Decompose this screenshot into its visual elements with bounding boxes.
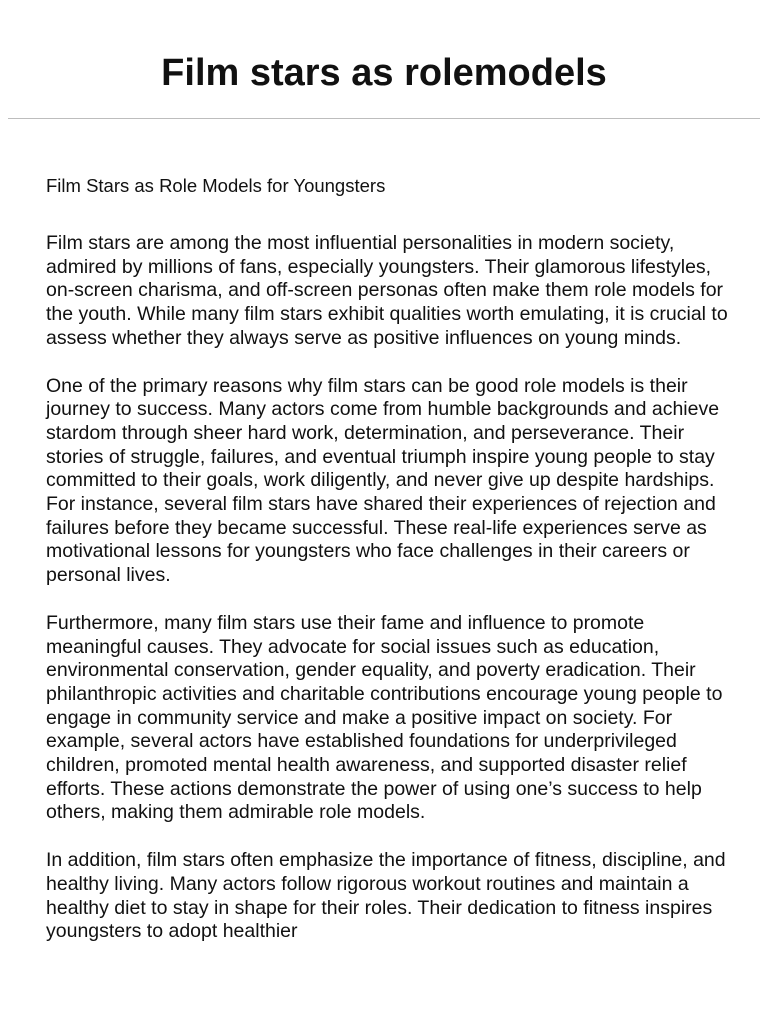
paragraph-1: Film stars are among the most influential personalities in modern society, admired by millions of fans, especially youngsters. Their glamorous lifestyles, on-screen charisma, and off-screen personas often make them role models for the youth. While many film stars exhibit qualities worth emulating, it is crucial to assess whether they always serve as positive influences on young minds. (46, 232, 728, 349)
paragraph-4: In addition, film stars often emphasize the importance of fitness, discipline, and healthy living. Many actors follow rigorous workout routines and maintain a healthy diet to stay in shape for their roles. Their dedication to fitness inspires youngsters to adopt healthier (46, 849, 726, 943)
document-title: Film stars as rolemodels (161, 52, 607, 94)
document-subtitle: Film Stars as Role Models for Youngsters (46, 175, 386, 196)
document-body (0, 174, 768, 944)
document-header (8, 0, 760, 119)
paragraph-3: Furthermore, many film stars use their fame and influence to promote meaningful causes. They advocate for social issues such as education, environmental conservation, gender equality, and poverty eradication. Their philanthropic activities and charitable contributions encourage young people to engage in community service and make a positive impact on society. For example, several actors have established foundations for underprivileged children, promoted mental health awareness, and supported disaster relief efforts. These actions demonstrate the power of using one’s success to help others, making them admirable role models. (46, 611, 723, 824)
paragraph-2: One of the primary reasons why film stars can be good role models is their journey to success. Many actors come from humble backgrounds and achieve stardom through sheer hard work, determination, and perseverance. Their stories of struggle, failures, and eventual triumph inspire young people to stay committed to their goals, work diligently, and never give up despite hardships. For instance, several film stars have shared their experiences of rejection and failures before they became successful. These real-life experiences serve as motivational lessons for youngsters who face challenges in their careers or personal lives. (46, 374, 720, 587)
